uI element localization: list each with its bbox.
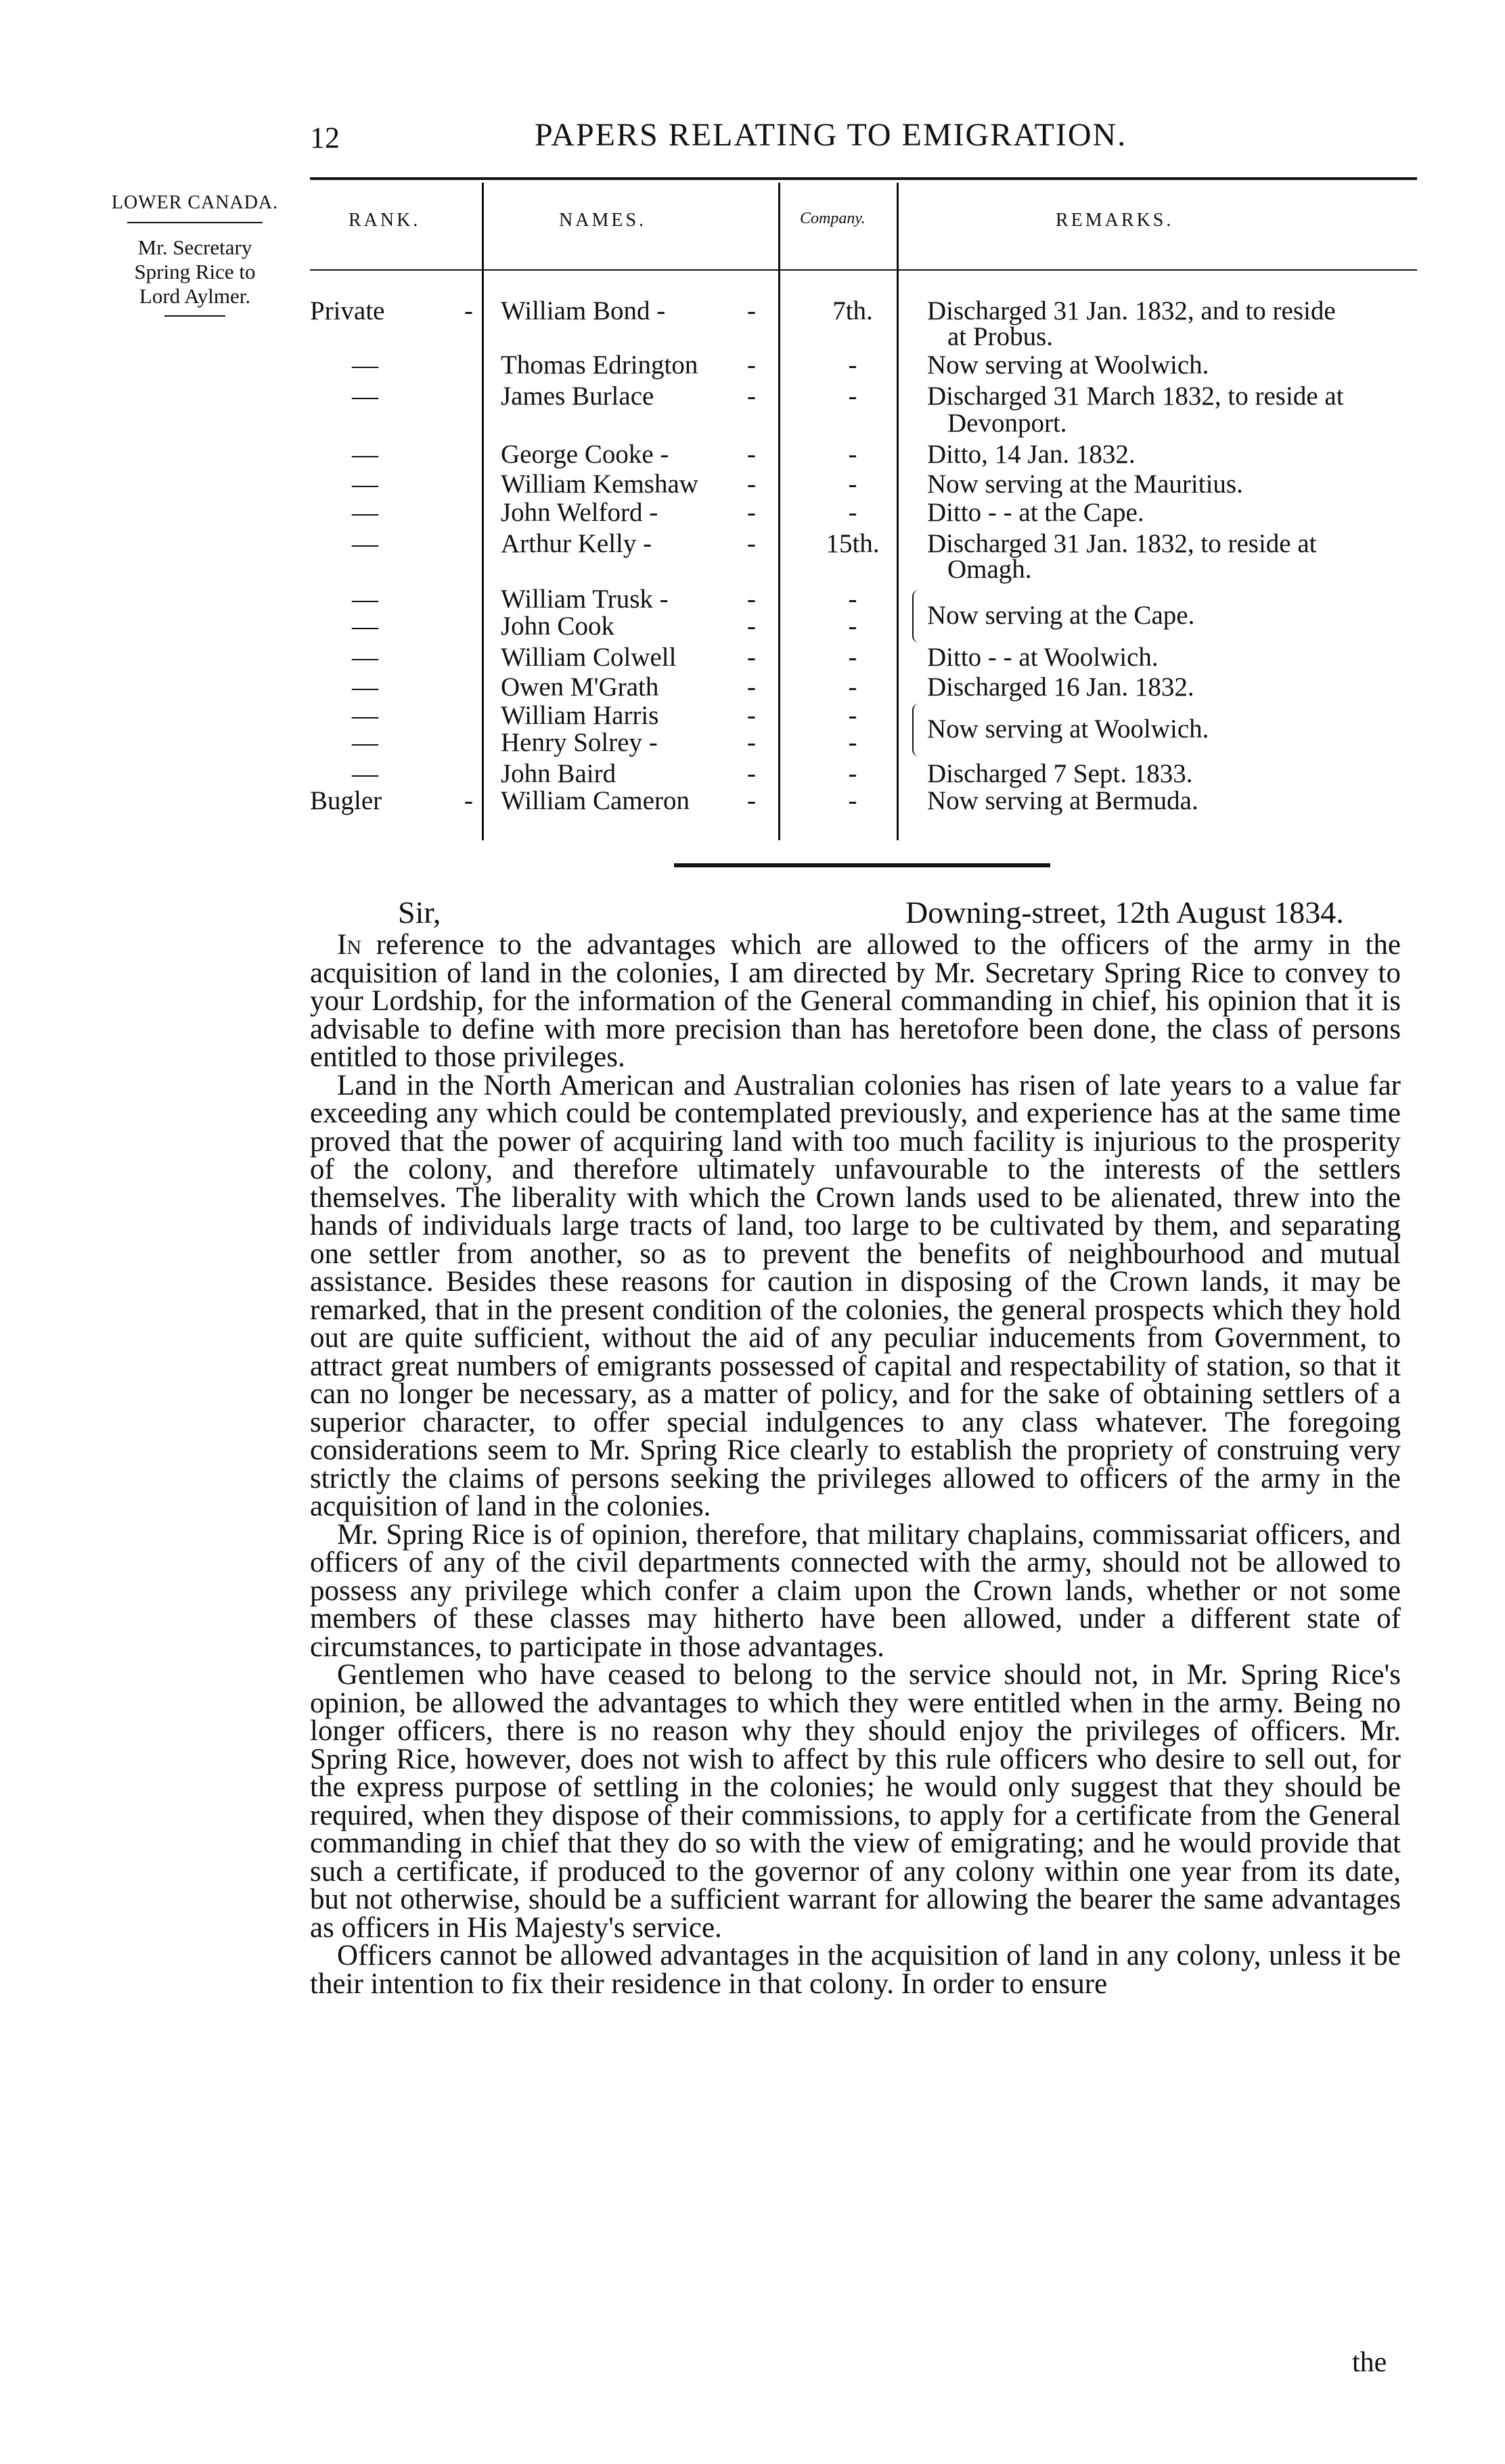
margin-note-region: LOWER CANADA. — [111, 192, 279, 213]
remark-cell: Discharged 31 March 1832, to reside at — [927, 382, 1344, 411]
ditto-mark: - — [747, 350, 756, 380]
table-header-remarks: REMARKS. — [1056, 210, 1174, 231]
company-cell: - — [848, 612, 857, 641]
paragraph-text: reference to the advantages which are allowed to the officers of the army in the acquisition of land in the colonies, I am directed by Mr. Secretary Spring Rice to convey to your Lordship, for the information of the General commanding in chief, his opinion that it is advisable to define with more precision than has heretofore been done, the class of persons entitled to those privileges. — [310, 929, 1401, 1073]
page-number: 12 — [310, 121, 340, 154]
rank-cell: — — [352, 643, 378, 672]
ditto-mark: - — [747, 701, 756, 730]
rank-cell: — — [352, 612, 378, 641]
remark-cell: Discharged 7 Sept. 1833. — [927, 759, 1193, 788]
name-cell: John Cook — [501, 612, 614, 641]
rank-cell: Bugler — [310, 786, 382, 815]
table-header-rule — [310, 269, 482, 271]
ditto-mark: - — [747, 529, 756, 558]
name-cell: William Colwell — [501, 643, 677, 672]
company-cell: - — [848, 470, 857, 499]
margin-note-rule — [127, 222, 263, 223]
table-header-names: NAMES. — [559, 210, 647, 231]
margin-note-line: Spring Rice to — [134, 260, 256, 283]
ditto-mark: - — [747, 470, 756, 499]
margin-note — [93, 191, 296, 329]
name-cell: William Bond - — [501, 296, 666, 325]
remark-cell: Now serving at Woolwich. — [927, 350, 1209, 380]
name-cell: William Harris — [501, 701, 659, 730]
paragraph: Officers cannot be allowed advantages in the acquisition of land in any colony, unless it be their intention to fix their residence in that colony. In order to ensure — [310, 1940, 1401, 2000]
remark-cell: Now serving at Bermuda. — [927, 786, 1198, 815]
ditto-mark: - — [747, 498, 756, 527]
company-cell: - — [848, 498, 857, 527]
name-cell: William Cameron — [501, 786, 690, 815]
paragraph-lead: In — [337, 929, 361, 961]
ditto-mark: - — [747, 585, 756, 614]
rank-cell: — — [352, 350, 378, 380]
name-cell: William Kemshaw — [501, 470, 698, 499]
table-header-company: Company. — [800, 210, 866, 227]
rank-cell: — — [352, 759, 378, 788]
rank-cell: — — [352, 585, 378, 614]
paragraph: Gentlemen who have ceased to belong to the service should not, in Mr. Spring Rice's opinion, be allowed the advantages to which they were entitled when in the army. Being no longer officers, there is no reason why they should enjoy the privileges of officers. Mr. Spring Rice, however, does not wish to affect by this rule officers who desire to sell out, for the express purpose of settling in the colonies; he would only suggest that they should be required, when they dispose of their commissions, to apply for a certificate from the General commanding in chief that they do so with the view of emigrating; and he would provide that such a certificate, if produced to the governor of any colony within one year from its date, but not otherwise, should be a sufficient warrant for allowing the bearer the same advantages as officers in His Majesty's service. — [310, 1659, 1401, 1944]
company-cell: 15th. — [826, 529, 880, 558]
remark-cell: Discharged 16 Jan. 1832. — [927, 672, 1194, 702]
company-cell: - — [848, 382, 857, 411]
name-cell: Owen M'Grath — [501, 672, 659, 702]
rank-cell: — — [352, 701, 378, 730]
remark-cell: Discharged 31 Jan. 1832, to reside at — [927, 529, 1317, 558]
paragraph — [310, 931, 1401, 1072]
section-rule — [674, 863, 1050, 867]
margin-note-line: Lord Aylmer. — [139, 284, 251, 308]
letter-body — [310, 931, 1401, 1998]
salutation: Sir, — [398, 895, 441, 930]
ditto-mark: - — [464, 296, 473, 325]
ditto-mark: - — [747, 728, 756, 757]
ditto-mark: - — [464, 786, 473, 815]
rank-cell: — — [352, 470, 378, 499]
ditto-mark: - — [747, 672, 756, 702]
remark-cell: Now serving at Woolwich. — [927, 714, 1209, 744]
name-cell: Henry Solrey - — [501, 728, 658, 757]
rank-cell: — — [352, 672, 378, 702]
running-title: PAPERS RELATING TO EMIGRATION. — [535, 117, 1127, 153]
company-cell: - — [848, 643, 857, 672]
company-cell: - — [848, 585, 857, 614]
catchword: the — [1352, 2347, 1387, 2378]
table-header-rank: RANK. — [349, 210, 421, 231]
remark-cell: Devonport. — [947, 409, 1067, 438]
ditto-mark: - — [747, 643, 756, 672]
company-cell: - — [848, 350, 857, 380]
company-cell: - — [848, 786, 857, 815]
name-cell: George Cooke - — [501, 440, 669, 469]
paragraph: Land in the North American and Australian colonies has risen of late years to a value far exceeding any which could be contemplated previously, and experience has at the same time proved that the power of acquiring land with too much facility is injurious to the prosperity of the colony, and therefore ultimately unfavourable to the interests of the settlers themselves. The liberality with which the Crown lands used to be alienated, threw into the hands of individuals large tracts of land, too large to be cultivated by them, and separating one settler from another, so as to prevent the benefits of neighbourhood and mutual assistance. Besides these reasons for caution in disposing of the Crown lands, it may be remarked, that in the present condition of the colonies, the general prospects which they hold out are quite sufficient, without the aid of any peculiar inducements from Government, to attract great numbers of emigrants possessed of capital and respectability of station, so that it can no longer be necessary, as a matter of policy, and for the sake of obtaining settlers of a superior character, to offer special indulgences to any class whatever. The foregoing considerations seem to Mr. Spring Rice clearly to establish the propriety of construing very strictly the claims of persons seeking the privileges allowed to officers of the army in the acquisition of land in the colonies. — [310, 1069, 1401, 1522]
brace — [912, 704, 927, 756]
name-cell: Arthur Kelly - — [501, 529, 652, 558]
rank-cell: — — [352, 382, 378, 411]
name-cell: James Burlace — [501, 382, 654, 411]
company-cell: - — [848, 701, 857, 730]
company-cell: - — [848, 672, 857, 702]
rank-cell: — — [352, 440, 378, 469]
remark-cell: at Probus. — [947, 322, 1053, 351]
remark-cell: Ditto - - at the Cape. — [927, 498, 1144, 527]
rank-cell: Private — [310, 296, 385, 325]
table-header-rule — [484, 269, 778, 271]
brace — [912, 590, 927, 643]
company-cell: 7th. — [832, 296, 873, 325]
ditto-mark: - — [747, 759, 756, 788]
margin-note-line: Mr. Secretary — [137, 235, 252, 259]
company-cell: - — [848, 440, 857, 469]
company-cell: - — [848, 728, 857, 757]
company-cell: - — [848, 759, 857, 788]
remark-cell: Omagh. — [947, 555, 1032, 584]
remark-cell: Ditto - - at Woolwich. — [927, 643, 1159, 672]
paragraph: Mr. Spring Rice is of opinion, therefore, that military chaplains, commissariat officers, and officers of any of the civil departments connected with the army, should not be allowed to possess any privilege which confer a claim upon the Crown lands, whether or not some members of these classes may hitherto have been allowed, under a different state of circumstances, to participate in those advantages. — [310, 1518, 1401, 1663]
name-cell: John Baird — [501, 759, 616, 788]
remark-cell: Discharged 31 Jan. 1832, and to reside — [927, 296, 1336, 325]
header-rule — [310, 177, 1417, 180]
name-cell: William Trusk - — [501, 585, 669, 614]
rank-cell: — — [352, 529, 378, 558]
dateline: Downing-street, 12th August 1834. — [905, 895, 1344, 930]
ditto-mark: - — [747, 296, 756, 325]
name-cell: Thomas Edrington — [501, 350, 698, 380]
rank-cell: — — [352, 498, 378, 527]
ditto-mark: - — [747, 612, 756, 641]
table-column-rule — [778, 183, 780, 840]
remark-cell: Now serving at the Mauritius. — [927, 470, 1243, 499]
margin-note-rule — [164, 315, 225, 317]
table-header-rule — [899, 269, 1417, 271]
ditto-mark: - — [747, 440, 756, 469]
rank-cell: — — [352, 728, 378, 757]
remark-cell: Now serving at the Cape. — [927, 601, 1195, 630]
table-header-rule — [780, 269, 897, 271]
ditto-mark: - — [747, 786, 756, 815]
ditto-mark: - — [747, 382, 756, 411]
name-cell: John Welford - — [501, 498, 658, 527]
remark-cell: Ditto, 14 Jan. 1832. — [927, 440, 1136, 469]
